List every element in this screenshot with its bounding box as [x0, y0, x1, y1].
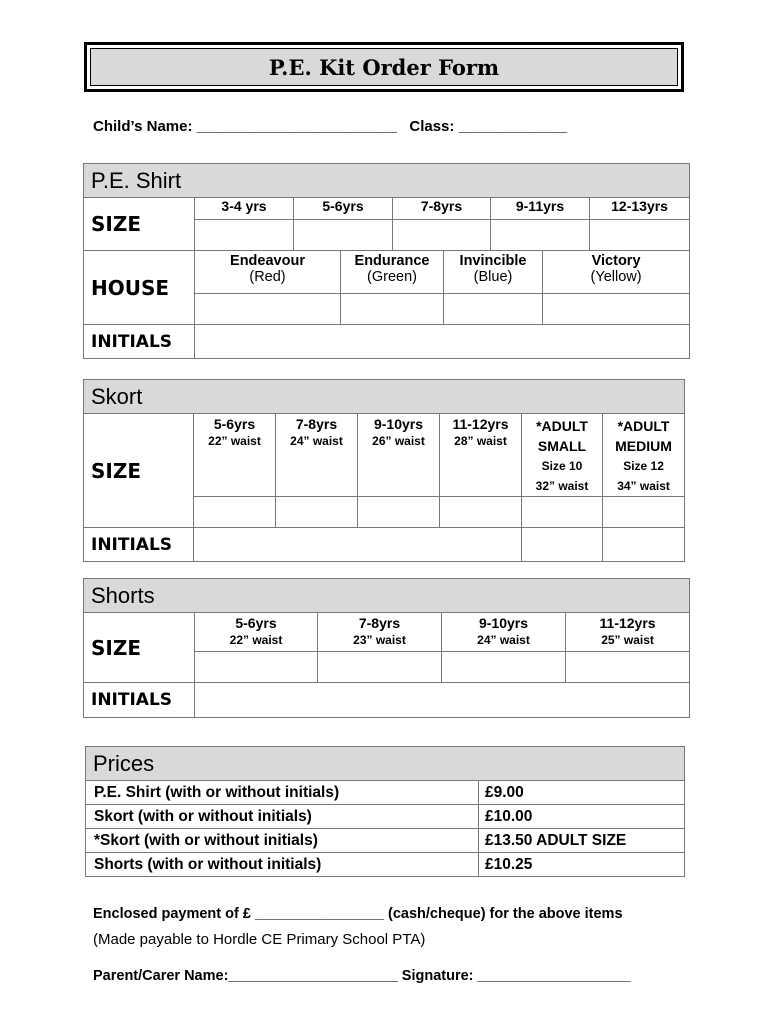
pe-shirt-size-label: SIZE	[84, 198, 195, 251]
skort-size-input-1[interactable]	[276, 497, 358, 528]
signature-field[interactable]: ___________________	[477, 968, 631, 984]
house-endurance: Endurance (Green)	[341, 251, 444, 294]
shorts-size-input-2[interactable]	[442, 652, 566, 683]
shorts-table	[83, 578, 690, 718]
skort-adult-small: *ADULT SMALL Size 10 32” waist	[522, 414, 603, 497]
house-endeavour: Endeavour (Red)	[195, 251, 341, 294]
shorts-size-3: 11-12yrs 25” waist	[566, 613, 690, 652]
title-box	[84, 42, 684, 92]
class-field[interactable]: _____________	[458, 118, 568, 135]
shorts-size-input-1[interactable]	[318, 652, 442, 683]
skort-heading: Skort	[84, 380, 685, 414]
skort-initials-label: INITIALS	[84, 528, 194, 562]
shorts-heading: Shorts	[84, 579, 690, 613]
house-input-2[interactable]	[444, 294, 543, 325]
skort-size-input-2[interactable]	[358, 497, 440, 528]
class-label: Class:	[409, 118, 459, 135]
pe-shirt-initials-input[interactable]	[195, 325, 690, 359]
shorts-size-0: 5-6yrs 22” waist	[195, 613, 318, 652]
signature-line: Parent/Carer Name:_____________________ Signature: ___________________	[93, 968, 631, 984]
price-value-3: £10.25	[479, 853, 685, 877]
child-name-label: Child’s Name:	[93, 118, 197, 135]
price-item-0: P.E. Shirt (with or without initials)	[86, 781, 479, 805]
shorts-size-input-3[interactable]	[566, 652, 690, 683]
parent-name-field[interactable]: _____________________	[228, 968, 398, 984]
pe-shirt-table	[83, 163, 690, 359]
pe-shirt-initials-label: INITIALS	[84, 325, 195, 359]
skort-initials-adult-medium[interactable]	[603, 528, 685, 562]
pe-shirt-size-input-3[interactable]	[491, 220, 590, 251]
shorts-initials-input[interactable]	[195, 683, 690, 718]
pe-shirt-size-input-1[interactable]	[294, 220, 393, 251]
shorts-size-label: SIZE	[84, 613, 195, 683]
shorts-size-input-0[interactable]	[195, 652, 318, 683]
skort-initials-adult-small[interactable]	[522, 528, 603, 562]
pe-shirt-size-0: 3-4 yrs	[195, 198, 294, 220]
house-input-0[interactable]	[195, 294, 341, 325]
price-item-2: *Skort (with or without initials)	[86, 829, 479, 853]
skort-initials-input[interactable]	[194, 528, 522, 562]
pe-shirt-size-2: 7-8yrs	[393, 198, 491, 220]
skort-size-input-5[interactable]	[603, 497, 685, 528]
payment-line: Enclosed payment of £ ________________ (cash/cheque) for the above items	[93, 906, 623, 922]
pe-shirt-size-input-0[interactable]	[195, 220, 294, 251]
pe-shirt-size-4: 12-13yrs	[590, 198, 690, 220]
skort-size-label: SIZE	[84, 414, 194, 528]
payment-amount-field[interactable]: ________________	[254, 906, 384, 922]
skort-size-input-0[interactable]	[194, 497, 276, 528]
skort-adult-medium: *ADULT MEDIUM Size 12 34” waist	[603, 414, 685, 497]
form-title: P.E. Kit Order Form	[90, 48, 678, 86]
house-victory: Victory (Yellow)	[543, 251, 690, 294]
price-item-3: Shorts (with or without initials)	[86, 853, 479, 877]
price-value-1: £10.00	[479, 805, 685, 829]
pe-shirt-size-3: 9-11yrs	[491, 198, 590, 220]
payment-note: (Made payable to Hordle CE Primary School PTA)	[93, 931, 426, 948]
price-item-1: Skort (with or without initials)	[86, 805, 479, 829]
shorts-initials-label: INITIALS	[84, 683, 195, 718]
shorts-size-2: 9-10yrs 24” waist	[442, 613, 566, 652]
price-value-0: £9.00	[479, 781, 685, 805]
pe-shirt-size-input-2[interactable]	[393, 220, 491, 251]
house-input-1[interactable]	[341, 294, 444, 325]
prices-heading: Prices	[86, 747, 685, 781]
pe-shirt-heading: P.E. Shirt	[84, 164, 690, 198]
pe-shirt-size-1: 5-6yrs	[294, 198, 393, 220]
child-info-line	[93, 118, 567, 135]
skort-size-0: 5-6yrs 22” waist	[194, 414, 276, 497]
skort-table	[83, 379, 685, 562]
house-invincible: Invincible (Blue)	[444, 251, 543, 294]
shorts-size-1: 7-8yrs 23” waist	[318, 613, 442, 652]
pe-shirt-size-input-4[interactable]	[590, 220, 690, 251]
price-value-2: £13.50 ADULT SIZE	[479, 829, 685, 853]
skort-size-input-3[interactable]	[440, 497, 522, 528]
pe-shirt-house-label: HOUSE	[84, 251, 195, 325]
skort-size-input-4[interactable]	[522, 497, 603, 528]
skort-size-3: 11-12yrs 28” waist	[440, 414, 522, 497]
prices-table	[85, 746, 685, 877]
house-input-3[interactable]	[543, 294, 690, 325]
skort-size-1: 7-8yrs 24” waist	[276, 414, 358, 497]
child-name-field[interactable]: ________________________	[196, 118, 397, 135]
skort-size-2: 9-10yrs 26” waist	[358, 414, 440, 497]
